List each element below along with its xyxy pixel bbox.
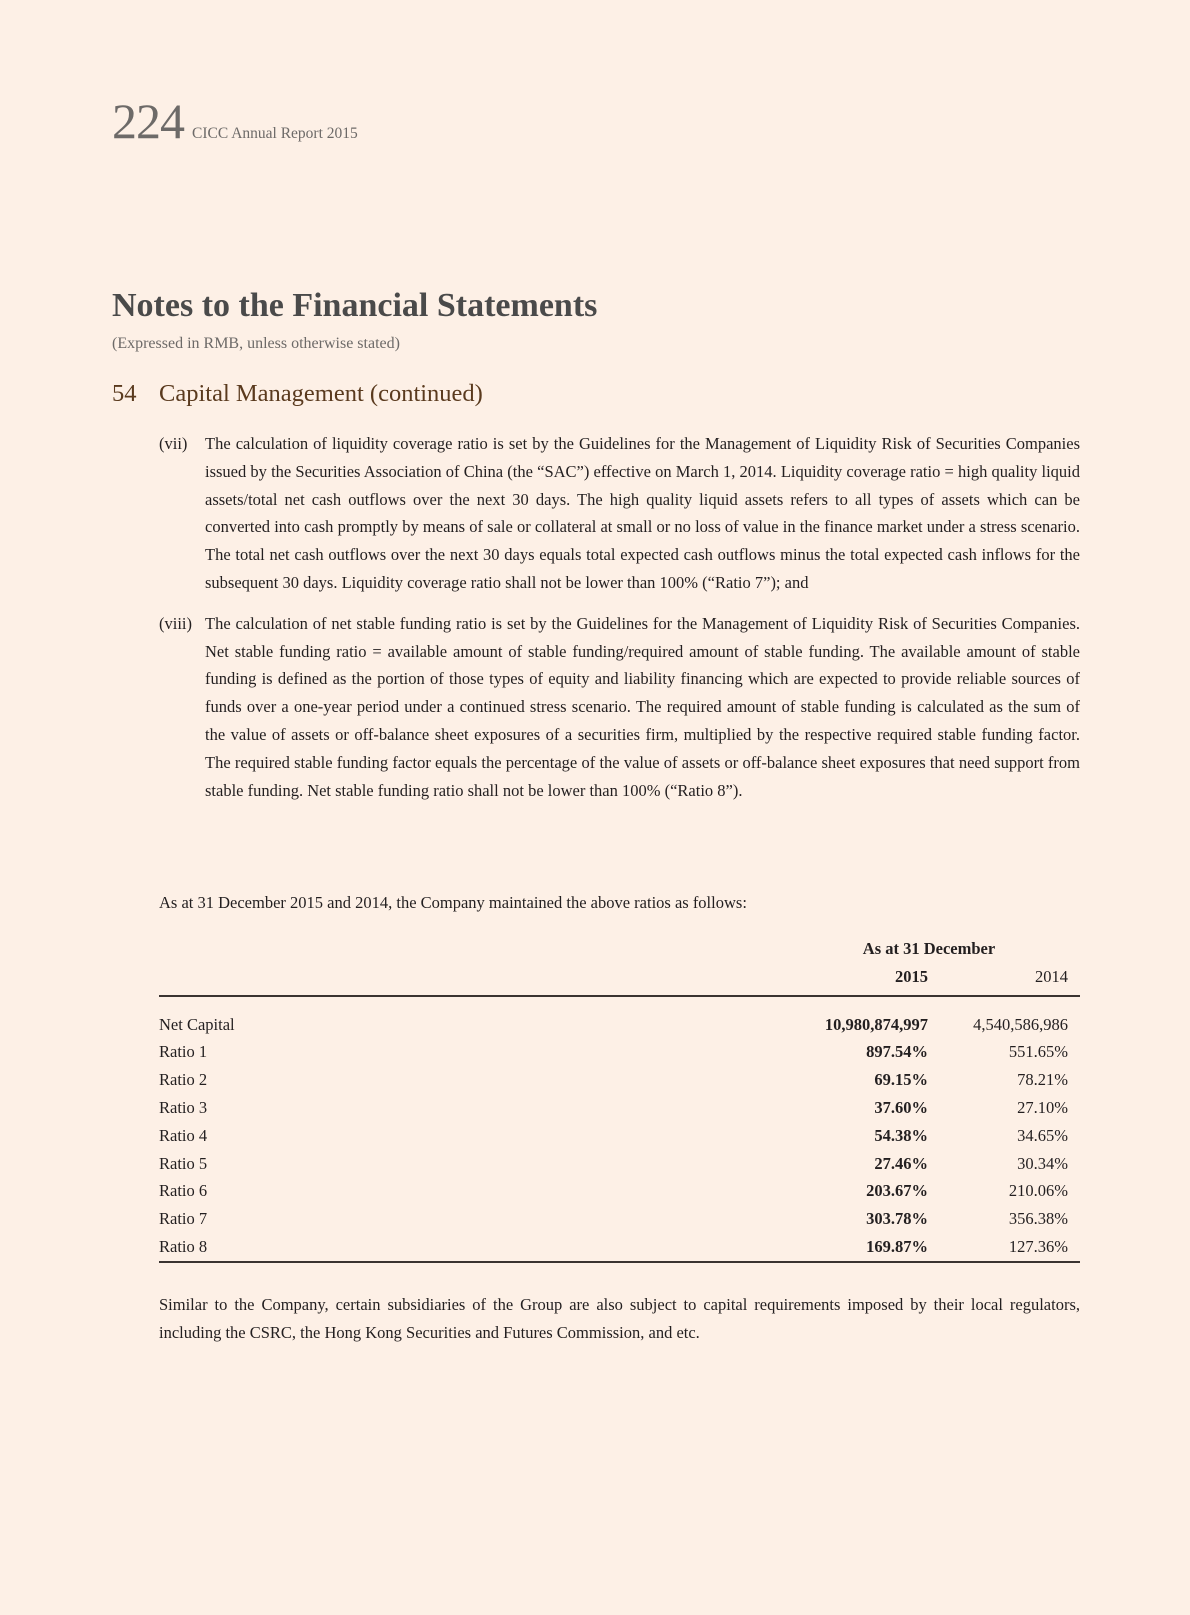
note-marker: (viii) <box>159 613 192 633</box>
note-item-viii <box>159 610 1080 805</box>
closing-paragraph: Similar to the Company, certain subsidiaries of the Group are also subject to capital requirements imposed by their local regulators, including the CSRC, the Hong Kong Securities and Futures Commission, and etc. <box>159 1295 1080 1342</box>
page-number: 224 <box>112 93 184 149</box>
table-row <box>159 1150 1080 1178</box>
column-header-2014: 2014 <box>928 963 1080 996</box>
table-group-header-row <box>159 935 1080 963</box>
row-label: Ratio 4 <box>159 1125 208 1145</box>
value-2014: 127.36% <box>928 1233 1080 1262</box>
ratio-table <box>159 935 1080 1263</box>
value-2015: 27.46% <box>874 1153 928 1173</box>
value-2014: 551.65% <box>1008 1042 1068 1062</box>
table-row <box>159 1038 1080 1066</box>
note-item-vii <box>159 430 1080 597</box>
value-2015: 897.54% <box>866 1042 928 1062</box>
value-2014: 4,540,586,986 <box>973 1014 1068 1034</box>
value-2015: 54.38% <box>874 1125 928 1145</box>
table-row <box>159 1122 1080 1150</box>
note-marker: (vii) <box>159 434 188 453</box>
value-2015: 169.87% <box>778 1233 928 1262</box>
table-row <box>159 1066 1080 1094</box>
table-row <box>159 1205 1080 1233</box>
value-2015: 203.67% <box>866 1181 928 1201</box>
column-header-2015: 2015 <box>778 963 928 996</box>
row-label: Ratio 1 <box>159 1042 208 1062</box>
value-2014: 30.34% <box>1017 1153 1068 1173</box>
value-2015: 10,980,874,997 <box>824 1014 928 1034</box>
table-group-header: As at 31 December <box>862 939 996 958</box>
section-number: 54 <box>112 380 137 407</box>
table-row <box>159 1094 1080 1122</box>
value-2014: 356.38% <box>1008 1209 1068 1229</box>
table-year-header-row <box>159 963 1080 996</box>
row-label: Ratio 8 <box>159 1233 778 1262</box>
row-label: Ratio 7 <box>159 1209 208 1229</box>
table-row <box>159 1233 1080 1262</box>
value-2014: 78.21% <box>1017 1070 1068 1090</box>
value-2014: 34.65% <box>1017 1125 1068 1145</box>
row-label: Ratio 5 <box>159 1153 208 1173</box>
section-heading <box>112 380 483 408</box>
row-label: Ratio 2 <box>159 1070 208 1090</box>
row-label: Net Capital <box>159 1014 235 1034</box>
value-2014: 210.06% <box>1008 1181 1068 1201</box>
table-intro: As at 31 December 2015 and 2014, the Company maintained the above ratios as follows: <box>159 893 747 912</box>
table-row <box>159 1177 1080 1205</box>
value-2015: 37.60% <box>874 1097 928 1117</box>
value-2015: 303.78% <box>866 1209 928 1229</box>
page-subtitle: (Expressed in RMB, unless otherwise stated) <box>112 335 400 352</box>
note-text: The calculation of net stable funding ratio is set by the Guidelines for the Management of Liquidity Risk of Securities Companies. Net stable funding ratio = available amount of stable funding/required amount of stable funding. The available amount of stable funding is defined as the portion of those types of equity and liability financing which are expected to provide reliable sources of funds over a one-year period under a continued stress scenario. The required amount of stable funding is calculated as the sum of the value of assets or off-balance sheet exposures of a securities firm, multiplied by the respective required stable funding factor. The required stable funding factor equals the percentage of the value of assets or off-balance sheet exposures that need support from stable funding. Net stable funding ratio shall not be lower than 100% (“Ratio 8”). <box>205 613 1080 800</box>
page-header <box>112 93 358 149</box>
table-row <box>159 1011 1080 1039</box>
section-title: Capital Management (continued) <box>159 380 483 407</box>
row-label: Ratio 3 <box>159 1097 208 1117</box>
value-2014: 27.10% <box>1017 1097 1068 1117</box>
page-title: Notes to the Financial Statements <box>112 287 598 324</box>
row-label: Ratio 6 <box>159 1181 208 1201</box>
table-body <box>159 996 1080 1262</box>
report-title: CICC Annual Report 2015 <box>192 125 358 142</box>
value-2015: 69.15% <box>874 1070 928 1090</box>
notes-list <box>159 430 1080 817</box>
note-text: The calculation of liquidity coverage ratio is set by the Guidelines for the Management of Liquidity Risk of Securities Companies issued by the Securities Association of China (the “SAC”) effective on March 1, 2014. Liquidity coverage ratio = high quality liquid assets/total net cash outflows over the next 30 days. The high quality liquid assets refers to all types of assets which can be converted into cash promptly by means of sale or collateral at small or no loss of value in the finance market under a stress scenario. The total net cash outflows over the next 30 days equals total expected cash outflows minus the total expected cash inflows for the subsequent 30 days. Liquidity coverage ratio shall not be lower than 100% (“Ratio 7”); and <box>205 434 1080 592</box>
